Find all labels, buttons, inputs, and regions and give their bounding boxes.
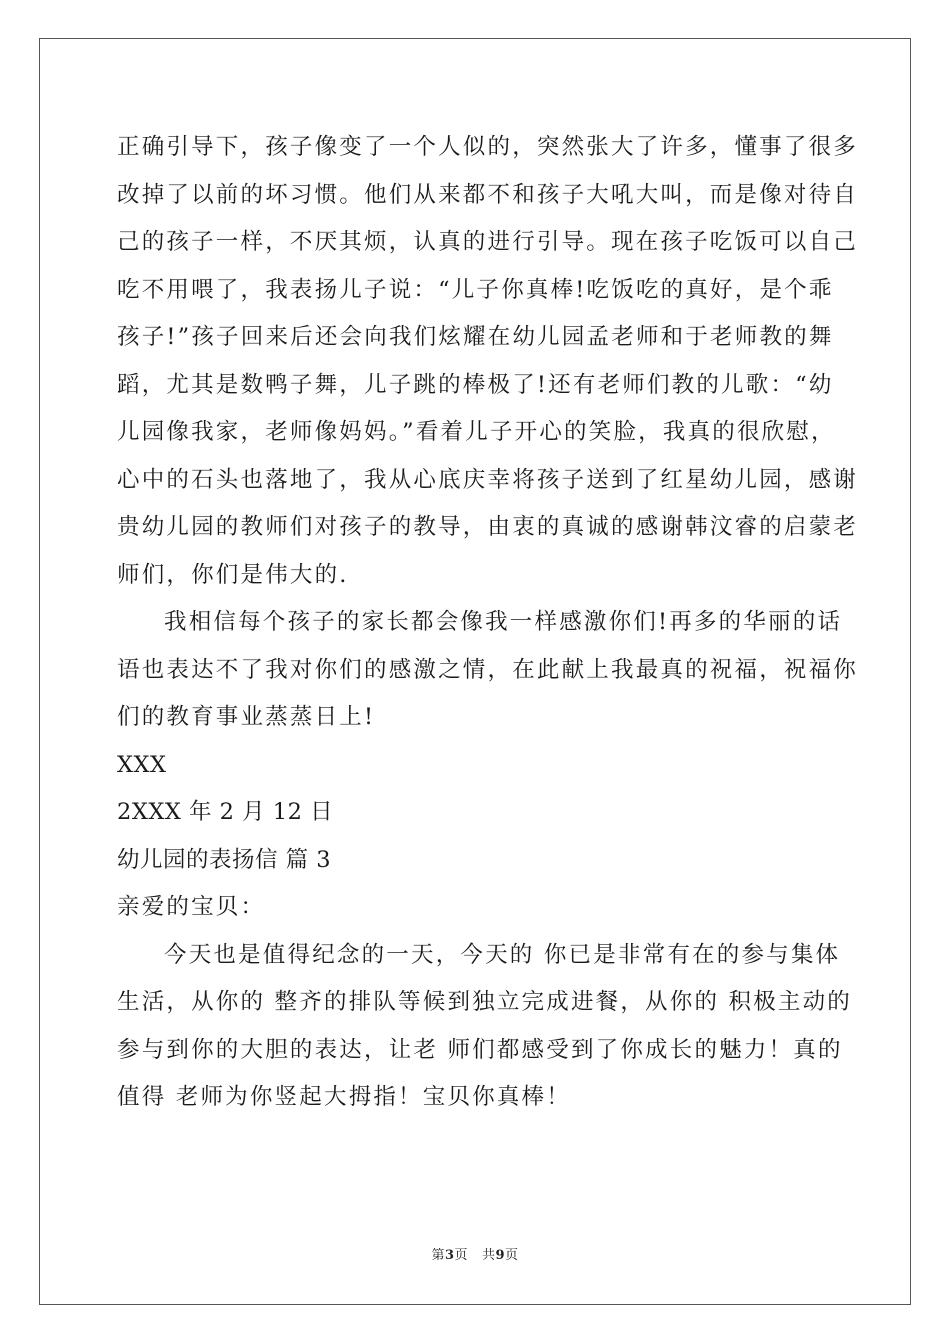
text-line: 值得 老师为你竖起大拇指！宝贝你真棒！ xyxy=(117,1084,571,1110)
page-footer xyxy=(0,1244,950,1263)
total-prefix: 共 xyxy=(481,1248,496,1263)
text-line: 语也表达不了我对你们的感激之情，在此献上我最真的祝福，祝福你 xyxy=(117,656,859,683)
page-prefix: 第 xyxy=(431,1248,445,1263)
section-title: 幼儿园的表扬信 篇 3 xyxy=(117,846,332,873)
text-line: 参与到你的大胆的表达，让老 师们都感受到了你成长的魅力！真的 xyxy=(117,1036,843,1063)
text-line: 儿园像我家，老师像妈妈。”看着儿子开心的笑脸，我真的很欣慰， xyxy=(117,419,836,445)
text-line: 师们，你们是伟大的. xyxy=(117,561,349,588)
text-line: 生活，从你的 整齐的排队等候到独立完成进餐，从你的 积极主动的 xyxy=(117,989,853,1015)
greeting: 亲爱的宝贝： xyxy=(117,894,266,920)
text-line: 蹈，尤其是数鸭子舞，儿子跳的棒极了!还有老师们教的儿歌：“幼 xyxy=(117,371,834,398)
page-number: 3 xyxy=(444,1248,455,1263)
page-suffix: 页 xyxy=(454,1248,469,1263)
text-line: 正确引导下，孩子像变了一个人似的，突然张大了许多，懂事了很多 xyxy=(117,134,859,160)
text-line: 孩子!”孩子回来后还会向我们炫耀在幼儿园孟老师和于老师教的舞 xyxy=(117,324,834,350)
text-line: 今天也是值得纪念的一天，今天的 你已是非常有在的参与集体 xyxy=(164,941,841,968)
text-line: 心中的石头也落地了，我从心底庆幸将孩子送到了红星幼儿园，感谢 xyxy=(117,466,859,493)
signature: XXX xyxy=(117,751,167,778)
total-pages: 9 xyxy=(495,1248,506,1263)
text-line: 己的孩子一样，不厌其烦，认真的进行引导。现在孩子吃饭可以自己 xyxy=(117,229,859,255)
total-suffix: 页 xyxy=(505,1248,519,1263)
text-line: 改掉了以前的坏习惯。他们从来都不和孩子大吼大叫，而是像对待自 xyxy=(117,181,859,208)
text-line: 吃不用喂了，我表扬儿子说：“儿子你真棒!吃饭吃的真好，是个乖 xyxy=(117,276,834,303)
text-line: 我相信每个孩子的家长都会像我一样感激你们!再多的华丽的话 xyxy=(164,609,843,635)
paragraph-3 xyxy=(117,935,853,1125)
document-body xyxy=(117,127,859,1125)
paragraph-1 xyxy=(117,127,859,602)
text-line: 贵幼儿园的教师们对孩子的教导，由衷的真诚的感谢韩汶睿的启蒙老 xyxy=(117,514,859,540)
text-line: 们的教育事业蒸蒸日上! xyxy=(117,704,376,730)
paragraph-2 xyxy=(117,602,859,745)
letter-date: 2XXX 年 2 月 12 日 xyxy=(117,799,334,825)
